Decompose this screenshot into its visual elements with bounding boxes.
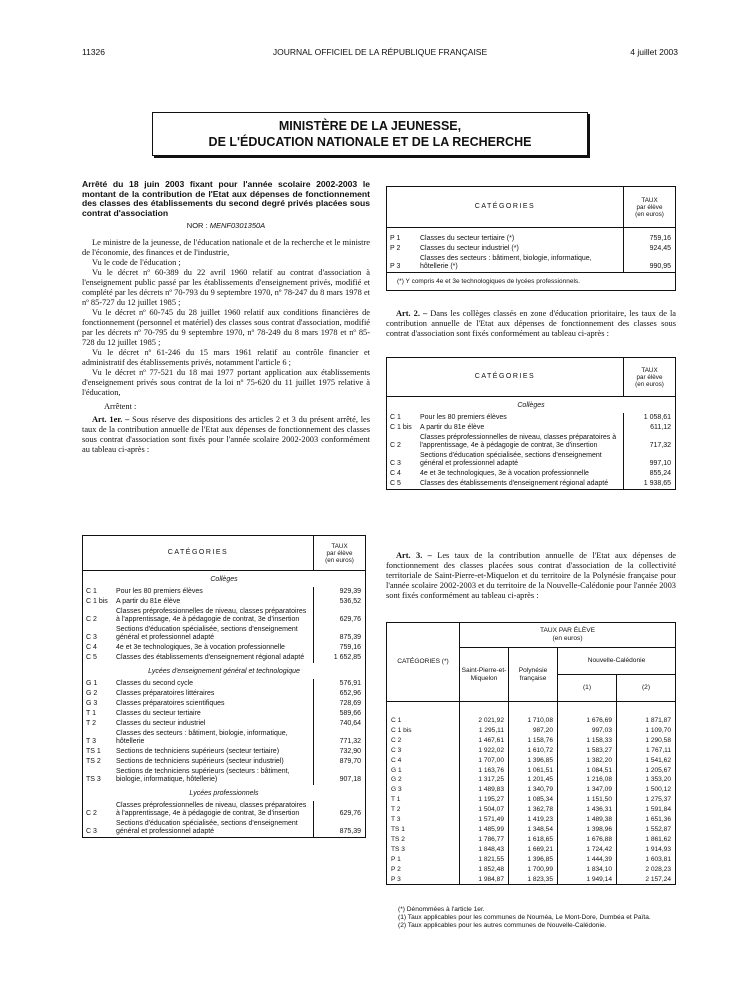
rate-value: 1 353,20: [617, 775, 676, 785]
rate-value: 759,16: [314, 643, 366, 653]
zep-table-body: [387, 397, 676, 490]
table-row: [387, 775, 676, 785]
table-row: [83, 719, 366, 729]
rate-value: 732,90: [314, 747, 366, 757]
category-code: T 1: [86, 710, 96, 717]
category-code: C 4: [390, 470, 401, 477]
rate-value: 1 541,62: [617, 756, 676, 766]
rate-value: 1 871,87: [617, 716, 676, 726]
table-row: [387, 746, 676, 756]
section-heading: Lycées professionnels: [189, 790, 259, 797]
category-label: Pour les 80 premiers élèves: [116, 588, 203, 595]
table-row: [387, 423, 676, 433]
table-row: [83, 709, 366, 719]
rate-value: 652,96: [314, 689, 366, 699]
category-code: P 2: [391, 865, 401, 873]
category-label: Classes du secteur industriel: [116, 720, 206, 727]
category-label: Sections d'éducation spécialisée, sections d'enseignement général et professionnel adapté: [116, 820, 298, 835]
article-3-text: Les taux de la contribution annuelle de l'Etat aux dépenses de fonctionnement des classes placées sous contrat d'association de la collectivité territoriale de Saint-Pierre-et-Miquelon et du territoire de la Polynésie française pour l'année scolaire 2002-2003 et du territoire de la Nouvelle-Calédonie pour l'année 2003 sont fixés conformément au tableau ci-après :: [386, 551, 676, 600]
table-row: [387, 825, 676, 835]
category-code: T 2: [391, 806, 401, 814]
ministry-box: [152, 112, 588, 156]
col-nouvelle-caledonie: Nouvelle-Calédonie: [558, 648, 676, 675]
table-row: [387, 244, 676, 254]
table-row: [387, 726, 676, 736]
spacer: [617, 702, 676, 717]
taux-label: TAUX PAR ÉLÈVE: [539, 627, 596, 635]
arretent: Arrêtent :: [104, 402, 137, 412]
rate-value: 855,24: [624, 469, 676, 479]
rate-value: 717,32: [624, 433, 676, 451]
category-code: C 3: [391, 746, 402, 754]
category-code: C 5: [86, 654, 97, 661]
section-heading-row: [83, 663, 366, 679]
category-code: TS 3: [86, 776, 101, 783]
contribution-table-body: [83, 571, 366, 838]
category-label: Sections d'éducation spécialisée, sections d'enseignement général et professionnel adapté: [116, 626, 298, 641]
rate-value: 990,95: [624, 254, 676, 273]
category-label: Classes du secteur tertiaire: [116, 710, 201, 717]
category-code: C 2: [390, 442, 401, 449]
table-row: [83, 607, 366, 625]
nor-reference: [82, 221, 370, 231]
rate-value: 1 163,76: [460, 766, 509, 776]
rate-value: 1 821,55: [460, 855, 509, 865]
category-code: P 3: [391, 875, 401, 883]
rate-value: 589,66: [314, 709, 366, 719]
rate-value: 1 949,14: [558, 875, 617, 885]
taux-unit: par élève: [636, 203, 663, 211]
spacer: [509, 702, 558, 717]
spacer-row: [387, 702, 676, 717]
preamble-paragraph: Vu le décret nº 77-521 du 18 mai 1977 portant application aux établissements d'enseignement privés sous contrat de la loi nº 75-620 du 11 juillet 1975 relative à l'éducation,: [82, 368, 370, 398]
rate-value: 1 922,02: [460, 746, 509, 756]
rate-value: 576,91: [314, 679, 366, 689]
table-row: [387, 479, 676, 490]
table-row: [387, 736, 676, 746]
category-code: TS 2: [86, 758, 101, 765]
table-row: [83, 747, 366, 757]
rate-value: 1 823,35: [509, 875, 558, 885]
article-2-text: Dans les collèges classés en zone d'éducation prioritaire, les taux de la contribution annuelle de l'Etat aux dépenses de fonctionnement des classes sous contrat d'association sont fixés conformément au tableau ci-après :: [386, 309, 676, 338]
category-code: T 1: [391, 796, 401, 804]
category-label: Classes du secteur industriel (*): [420, 245, 519, 252]
category-label: Sections d'éducation spécialisée, sections d'enseignement général et professionnel adapté: [420, 452, 602, 467]
rate-value: 1 852,48: [460, 865, 509, 875]
rate-value: 1 340,79: [509, 785, 558, 795]
zep-table: [386, 357, 676, 490]
professional-table-body: [387, 228, 676, 273]
rate-value: 1 275,37: [617, 795, 676, 805]
category-label: Classes du second cycle: [116, 680, 194, 687]
table-row: [387, 413, 676, 423]
preamble-paragraph: Le ministre de la jeunesse, de l'éducation nationale et de la recherche et le ministre de l'économie, des finances et de l'industrie,: [82, 238, 370, 258]
category-code: G 3: [391, 786, 402, 794]
rate-value: 1 500,12: [617, 785, 676, 795]
category-code: T 2: [86, 720, 96, 727]
category-label: Sections de techniciens supérieurs (secteurs : bâtiment, biologie, informatique, hôtellerie): [116, 768, 290, 783]
nor-label: NOR :: [186, 221, 208, 231]
section-heading-row: [387, 397, 676, 414]
professional-table: [386, 186, 676, 291]
category-code: P 1: [391, 855, 401, 863]
category-code: C 4: [86, 644, 97, 651]
rate-value: 759,16: [624, 234, 676, 244]
table-row: [387, 875, 676, 885]
rate-value: 2 028,23: [617, 865, 676, 875]
rate-value: 1 724,42: [558, 845, 617, 855]
rate-value: 1 419,23: [509, 815, 558, 825]
rate-value: 1 158,33: [558, 736, 617, 746]
table-row: [387, 469, 676, 479]
table-row: [83, 653, 366, 663]
page-number: 11326: [82, 47, 106, 57]
rate-value: 1 669,21: [509, 845, 558, 855]
spacer: [558, 702, 617, 717]
categories-header: CATÉGORIES (*): [387, 623, 460, 702]
category-label: Classes préprofessionnelles de niveau, classes préparatoires à l'apprentissage, 4e à pédagogie de contrat, 3e d'insertion: [420, 434, 617, 449]
categories-header: CATÉGORIES: [387, 187, 624, 228]
rate-value: 1 195,27: [460, 795, 509, 805]
rate-value: 1 396,85: [509, 855, 558, 865]
taux-label: TAUX: [641, 196, 658, 204]
nor-code: MENF0301350A: [209, 221, 266, 231]
taux-header: [624, 187, 676, 228]
rate-value: 1 651,36: [617, 815, 676, 825]
rate-value: 1 938,65: [624, 479, 676, 490]
rate-value: 1 436,31: [558, 805, 617, 815]
category-code: TS 2: [391, 835, 405, 843]
rate-value: 875,39: [314, 819, 366, 838]
preamble-paragraph: Vu le code de l'éducation ;: [92, 258, 181, 268]
footnotes: [392, 906, 674, 930]
table-row: [387, 785, 676, 795]
rate-value: 771,32: [314, 729, 366, 747]
category-code: G 1: [391, 766, 402, 774]
section-heading-row: [83, 785, 366, 801]
category-label: Classes des secteurs : bâtiment, biologie, informatique, hôtellerie (*): [420, 255, 592, 270]
rate-value: 987,20: [509, 726, 558, 736]
taux-unit: par élève: [636, 373, 663, 381]
rate-value: 1 848,43: [460, 845, 509, 855]
table-note: (*) Y compris 4e et 3e technologiques de lycées professionnels.: [387, 273, 676, 291]
taux-label: TAUX: [641, 366, 658, 374]
col-saint-pierre: Saint-Pierre-et-Miquelon: [460, 648, 509, 702]
footnote: (*) Dénommées à l'article 1er.: [398, 906, 485, 913]
overseas-table-body: [387, 702, 676, 885]
table-row: [387, 254, 676, 273]
category-label: Classes préprofessionnelles de niveau, classes préparatoires à l'apprentissage, 4e à pédagogie de contrat, 3e d'insertion: [116, 608, 307, 623]
table-row: [83, 729, 366, 747]
category-code: G 2: [86, 690, 98, 697]
category-code: C 4: [391, 756, 402, 764]
rate-value: 1 834,10: [558, 865, 617, 875]
taux-label: TAUX: [331, 542, 348, 550]
taux-unit: par élève: [326, 549, 353, 557]
preamble-paragraph: Vu le décret nº 61-246 du 15 mars 1961 relatif au contrôle financier et administratif des établissements privés, notamment l'article 6 ;: [82, 348, 370, 368]
col-nc-1: (1): [558, 675, 617, 702]
category-label: Pour les 80 premiers élèves: [420, 414, 507, 421]
article-3-label: Art. 3. –: [396, 551, 432, 560]
category-code: G 2: [391, 776, 402, 784]
section-heading-row: [83, 571, 366, 588]
taux-currency: (en euros): [635, 380, 664, 388]
table-row: [83, 767, 366, 785]
table-row: [387, 234, 676, 244]
rate-value: 1 396,85: [509, 756, 558, 766]
section-heading: Collèges: [210, 576, 238, 583]
table-row: [83, 625, 366, 643]
section-heading: Collèges: [517, 402, 545, 409]
category-code: C 5: [390, 480, 401, 487]
rate-value: 907,18: [314, 767, 366, 785]
decree-title: Arrêté du 18 juin 2003 fixant pour l'année scolaire 2002-2003 le montant de la contribution de l'Etat aux dépenses de fonctionnement des classes des établissements du second degré privés placées sous contrat d'association: [82, 179, 370, 218]
rate-value: 2 157,24: [617, 875, 676, 885]
table-row: [83, 597, 366, 607]
rate-value: 1 767,11: [617, 746, 676, 756]
category-code: TS 1: [86, 748, 101, 755]
rate-value: 1 552,87: [617, 825, 676, 835]
article-1: [82, 415, 370, 455]
left-column: [82, 180, 370, 455]
table-row: [387, 756, 676, 766]
rate-value: 1 485,99: [460, 825, 509, 835]
category-code: C 3: [390, 460, 401, 467]
rate-value: 728,69: [314, 699, 366, 709]
category-label: A partir du 81e élève: [420, 424, 485, 431]
col-nc-2: (2): [617, 675, 676, 702]
table-row: [387, 433, 676, 451]
rate-value: 1 317,25: [460, 775, 509, 785]
category-code: G 1: [86, 680, 98, 687]
table-row: [387, 835, 676, 845]
footnote: (1) Taux applicables pour les communes de Nouméa, Le Mont-Dore, Dumbéa et Païta.: [398, 914, 651, 921]
category-code: TS 1: [391, 825, 405, 833]
table-row: [387, 855, 676, 865]
taux-header: [624, 358, 676, 397]
table-row: [387, 451, 676, 469]
category-code: C 3: [86, 828, 97, 835]
ministry-line-1: MINISTÈRE DE LA JEUNESSE,: [278, 119, 462, 133]
rate-value: 1 058,61: [624, 413, 676, 423]
rate-value: 1 571,49: [460, 815, 509, 825]
rate-value: 1 489,38: [558, 815, 617, 825]
rate-value: 1 676,88: [558, 835, 617, 845]
category-code: C 2: [86, 810, 97, 817]
rate-value: 1 347,09: [558, 785, 617, 795]
rate-value: 1 861,62: [617, 835, 676, 845]
rate-value: 1 610,72: [509, 746, 558, 756]
article-1-label: Art. 1er. –: [92, 415, 130, 425]
category-code: C 1 bis: [390, 424, 412, 431]
taux-header: [460, 623, 676, 648]
category-code: C 1 bis: [86, 598, 108, 605]
rate-value: 1 158,76: [509, 736, 558, 746]
category-code: C 1: [390, 414, 401, 421]
issue-date: 4 juillet 2003: [630, 47, 678, 57]
category-label: Classes préparatoires littéraires: [116, 690, 215, 697]
rate-value: 1 467,61: [460, 736, 509, 746]
rate-value: 1 700,99: [509, 865, 558, 875]
table-row: [387, 805, 676, 815]
table-row: [83, 679, 366, 689]
rate-value: 1 382,20: [558, 756, 617, 766]
table-row: [387, 795, 676, 805]
category-code: TS 3: [391, 845, 405, 853]
rate-value: 924,45: [624, 244, 676, 254]
table-row: [387, 766, 676, 776]
category-label: Classes préprofessionnelles de niveau, classes préparatoires à l'apprentissage, 4e à pédagogie de contrat, 3e d'insertion: [116, 802, 307, 817]
taux-currency: (en euros): [635, 210, 664, 218]
categories-header: CATÉGORIES: [387, 358, 624, 397]
category-label: 4e et 3e technologiques, 3e à vocation professionnelle: [420, 470, 589, 477]
rate-value: 875,39: [314, 625, 366, 643]
rate-value: 1 216,08: [558, 775, 617, 785]
rate-value: 629,76: [314, 801, 366, 819]
rate-value: 1 504,07: [460, 805, 509, 815]
rate-value: 1 085,34: [509, 795, 558, 805]
category-code: P 3: [390, 263, 401, 270]
table-row: [387, 815, 676, 825]
rate-value: 1 201,45: [509, 775, 558, 785]
rate-value: 997,10: [624, 451, 676, 469]
rate-value: 1 710,08: [509, 716, 558, 726]
category-code: C 1 bis: [391, 726, 412, 734]
rate-value: 1 398,96: [558, 825, 617, 835]
category-code: G 3: [86, 700, 98, 707]
rate-value: 536,52: [314, 597, 366, 607]
category-code: C 3: [86, 634, 97, 641]
table-row: [387, 865, 676, 875]
article-1-text: Sous réserve des dispositions des articles 2 et 3 du présent arrêté, les taux de la contribution annuelle de l'Etat aux dépenses de fonctionnement des classes sous contrat d'association sont fixés pour l'année scolaire 2002-2003 conformément au tableau ci-après :: [82, 415, 371, 455]
category-label: Classes préparatoires scientifiques: [116, 700, 225, 707]
taux-currency: (en euros): [325, 556, 354, 564]
table-row: [83, 801, 366, 819]
category-label: Sections de techniciens supérieurs (secteur industriel): [116, 758, 284, 765]
rate-value: 1 362,78: [509, 805, 558, 815]
rate-value: 929,39: [314, 587, 366, 597]
rate-value: 1 444,39: [558, 855, 617, 865]
rate-value: 1 618,65: [509, 835, 558, 845]
col-polynesie: Polynésie française: [509, 648, 558, 702]
category-code: C 2: [86, 616, 97, 623]
taux-currency: (en euros): [552, 635, 583, 642]
category-label: A partir du 81e élève: [116, 598, 181, 605]
category-code: T 3: [86, 738, 96, 745]
rate-value: 1 583,27: [558, 746, 617, 756]
preamble-paragraph: Vu le décret nº 60-389 du 22 avril 1960 relatif au contrat d'association à l'enseignement public passé par les établissements d'enseignement privés, modifié et complété par les décrets nº 70-793 du 9 septembre 1970, nº 78-247 du 8 mars 1978 et nº 85-727 du 12 juillet 1985 ;: [82, 268, 370, 308]
rate-value: 2 021,92: [460, 716, 509, 726]
table-row: [83, 587, 366, 597]
table-row: [83, 819, 366, 838]
category-code: C 1: [86, 588, 97, 595]
category-label: 4e et 3e technologiques, 3e à vocation professionnelle: [116, 644, 285, 651]
table-row: [387, 716, 676, 726]
rate-value: 1 984,87: [460, 875, 509, 885]
category-label: Classes des établissements d'enseignement régional adapté: [116, 654, 305, 661]
category-code: P 1: [390, 235, 401, 242]
category-label: Classes du secteur tertiaire (*): [420, 235, 515, 242]
category-code: C 2: [391, 736, 402, 744]
table-row: [83, 699, 366, 709]
rate-value: 1 591,84: [617, 805, 676, 815]
category-label: Classes des établissements d'enseignement régional adapté: [420, 480, 609, 487]
rate-value: 1 084,51: [558, 766, 617, 776]
rate-value: 1 603,81: [617, 855, 676, 865]
spacer: [460, 702, 509, 717]
rate-value: 1 914,93: [617, 845, 676, 855]
table-row: [83, 643, 366, 653]
taux-header: [314, 536, 366, 571]
rate-value: 1 348,54: [509, 825, 558, 835]
article-2: [386, 309, 676, 339]
spacer: [387, 702, 460, 717]
rate-value: 1 676,69: [558, 716, 617, 726]
rate-value: 1 205,67: [617, 766, 676, 776]
rate-value: 1 061,51: [509, 766, 558, 776]
section-heading: Lycées d'enseignement général et technologique: [148, 668, 300, 675]
article-2-label: Art. 2. –: [396, 309, 428, 318]
rate-value: 1 109,70: [617, 726, 676, 736]
table-row: [83, 689, 366, 699]
rate-value: 1 290,58: [617, 736, 676, 746]
rate-value: 740,64: [314, 719, 366, 729]
overseas-table: [386, 622, 676, 885]
rate-value: 1 151,50: [558, 795, 617, 805]
rate-value: 1 652,85: [314, 653, 366, 663]
preamble-paragraph: Vu le décret nº 60-745 du 28 juillet 1960 relatif aux conditions financières de fonctionnement (personnel et matériel) des classes sous contrat d'association, modifié par les décrets nº 70-795 du 9 septembre 1970, nº 78-249 du 8 mars 1978 et nº 85-728 du 12 juillet 1985 ;: [82, 308, 370, 348]
rate-value: 879,70: [314, 757, 366, 767]
categories-header: CATÉGORIES: [83, 536, 314, 571]
category-code: P 2: [390, 245, 401, 252]
rate-value: 1 786,77: [460, 835, 509, 845]
rate-value: 629,76: [314, 607, 366, 625]
category-label: Sections de techniciens supérieurs (secteur tertiaire): [116, 748, 280, 755]
category-label: Classes des secteurs : bâtiment, biologie, informatique, hôtellerie: [116, 730, 288, 745]
category-code: T 3: [391, 816, 401, 824]
article-3: [386, 551, 676, 601]
table-row: [387, 845, 676, 855]
rate-value: 1 707,00: [460, 756, 509, 766]
rate-value: 997,03: [558, 726, 617, 736]
contribution-table: [82, 535, 366, 838]
journal-title: JOURNAL OFFICIEL DE LA RÉPUBLIQUE FRANÇAISE: [272, 47, 488, 57]
rate-value: 1 295,11: [460, 726, 509, 736]
table-row: [83, 757, 366, 767]
rate-value: 611,12: [624, 423, 676, 433]
rate-value: 1 489,83: [460, 785, 509, 795]
category-code: C 1: [391, 717, 402, 724]
ministry-line-2: DE L'ÉDUCATION NATIONALE ET DE LA RECHERCHE: [208, 135, 532, 149]
footnote: (2) Taux applicables pour les autres communes de Nouvelle-Calédonie.: [398, 922, 607, 929]
